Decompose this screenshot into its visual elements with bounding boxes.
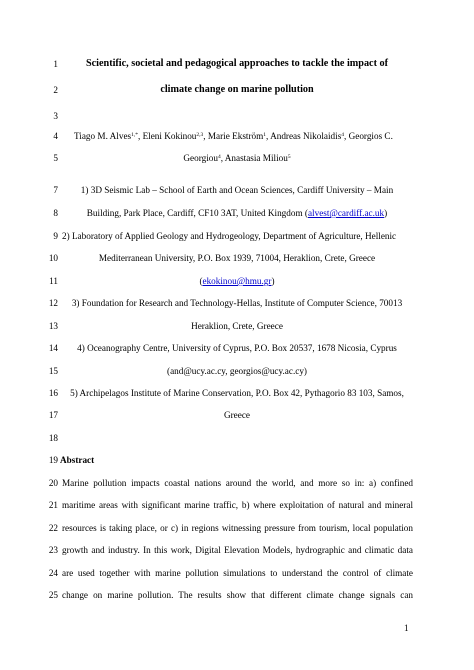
affiliation-2-line-2: Mediterranean University, P.O. Box 1939, 71004, Heraklion, Crete, Greece <box>98 253 376 263</box>
email-link-ekokinou[interactable]: ekokinou@hmu.gr <box>202 276 272 286</box>
line-number: 19 <box>48 455 58 465</box>
abstract-line: change on marine pollution. The results show that different climate change signals can <box>62 590 413 600</box>
line-number: 14 <box>48 343 58 353</box>
line-number: 23 <box>48 545 58 555</box>
manuscript-line <box>0 109 474 123</box>
line-number: 5 <box>53 153 58 163</box>
line-number: 11 <box>49 276 58 286</box>
manuscript-line <box>0 521 474 535</box>
line-number: 12 <box>48 298 58 308</box>
abstract-line: maritime areas with significant marine traffic, b) where exploitation of natural and mineral <box>62 500 413 510</box>
line-number: 1 <box>53 59 58 69</box>
line-number: 21 <box>48 500 58 510</box>
abstract-line: Marine pollution impacts coastal nations around the world, and more so in: a) confined <box>62 478 413 488</box>
author-name: , Andreas Nikolaidis <box>266 131 342 141</box>
author-affiliation-marker: 4 <box>341 132 345 138</box>
manuscript-line <box>0 229 474 243</box>
manuscript-line <box>0 251 474 265</box>
manuscript-line <box>0 543 474 557</box>
abstract-line: are used together with marine pollution simulations to understand the control of climate <box>62 568 413 578</box>
author-affiliation-marker: 4 <box>217 154 221 160</box>
manuscript-line <box>0 341 474 355</box>
author-name: , Georgios C. <box>344 131 393 141</box>
affiliation-2-line-3 <box>62 274 412 288</box>
manuscript-line <box>0 57 474 71</box>
author-affiliation-marker: 5 <box>287 154 291 160</box>
title-line-1: Scientific, societal and pedagogical approaches to tackle the impact of <box>85 58 388 69</box>
author-name: , Eleni Kokinou <box>137 131 197 141</box>
page-number: 1 <box>404 623 409 633</box>
manuscript-line <box>0 408 474 422</box>
manuscript-line <box>0 498 474 512</box>
affiliation-3-line-2: Heraklion, Crete, Greece <box>191 321 283 331</box>
affiliation-4-line-1: 4) Oceanography Centre, University of Cyprus, P.O. Box 20537, 1678 Nicosia, Cyprus <box>77 343 397 353</box>
line-number: 13 <box>48 321 58 331</box>
author-affiliation-marker: 1,* <box>131 132 138 138</box>
manuscript-line <box>0 151 474 165</box>
manuscript-line <box>0 296 474 310</box>
line-number: 25 <box>48 590 58 600</box>
author-name: , Anastasia Miliou <box>220 153 288 163</box>
affiliation-1-line-2 <box>62 206 412 220</box>
affiliation-2-line-1: 2) Laboratory of Applied Geology and Hydrogeology, Department of Agriculture, Hellenic <box>62 231 397 241</box>
manuscript-line <box>0 588 474 602</box>
email-link-alvest[interactable]: alvest@cardiff.ac.uk <box>307 208 385 218</box>
manuscript-line <box>0 183 474 197</box>
affiliation-1-line-1: 1) 3D Seismic Lab – School of Earth and Ocean Sciences, Cardiff University – Main <box>80 185 394 195</box>
manuscript-line <box>0 566 474 580</box>
manuscript-line <box>0 386 474 400</box>
line-number: 8 <box>53 208 58 218</box>
line-number: 15 <box>48 366 58 376</box>
author-name: Tiago M. Alves <box>74 131 132 141</box>
line-number: 20 <box>48 478 58 488</box>
affiliation-3-line-1: 3) Foundation for Research and Technology-Hellas, Institute of Computer Science, 70013 <box>71 298 403 308</box>
title-line-2: climate change on marine pollution <box>160 84 314 95</box>
line-number: 17 <box>48 410 58 420</box>
authors-line-1 <box>74 129 393 143</box>
line-number: 22 <box>48 523 58 533</box>
affiliation-text: ) <box>384 208 388 218</box>
abstract-line: growth and industry. In this work, Digital Elevation Models, hydrographic and climatic data <box>62 545 413 555</box>
line-number: 4 <box>53 131 58 141</box>
line-number: 3 <box>53 111 58 121</box>
line-number: 9 <box>53 231 58 241</box>
manuscript-line <box>0 431 474 445</box>
abstract-heading: Abstract <box>60 455 95 465</box>
manuscript-line <box>0 476 474 490</box>
line-number: 7 <box>53 185 58 195</box>
manuscript-line <box>0 453 474 467</box>
line-number: 18 <box>48 433 58 443</box>
authors-line-2 <box>62 151 412 165</box>
affiliation-5-line-1: 5) Archipelagos Institute of Marine Conservation, P.O. Box 42, Pythagorio 83 103, Samos, <box>70 388 404 398</box>
author-name: Georgiou <box>183 153 218 163</box>
affiliation-text: ) <box>271 276 275 286</box>
manuscript-line <box>0 83 474 97</box>
affiliation-5-line-2: Greece <box>223 410 250 420</box>
author-affiliation-marker: 2,3 <box>196 132 204 138</box>
line-number: 2 <box>53 85 58 95</box>
author-name: , Marie Ekström <box>203 131 264 141</box>
manuscript-line <box>0 129 474 143</box>
author-affiliation-marker: 1 <box>263 132 266 138</box>
affiliation-text: ( <box>199 276 203 286</box>
line-number: 16 <box>48 388 58 398</box>
affiliation-4-line-2: (and@ucy.ac.cy, georgios@ucy.ac.cy) <box>167 366 307 376</box>
abstract-line: resources is taking place, or c) in regions witnessing pressure from tourism, local population <box>62 523 413 533</box>
affiliation-text: Building, Park Place, Cardiff, CF10 3AT, United Kingdom ( <box>86 208 308 218</box>
manuscript-line <box>0 319 474 333</box>
manuscript-line <box>0 206 474 220</box>
line-number: 10 <box>48 253 58 263</box>
manuscript-line <box>0 274 474 288</box>
line-number: 24 <box>48 568 58 578</box>
manuscript-line <box>0 364 474 378</box>
